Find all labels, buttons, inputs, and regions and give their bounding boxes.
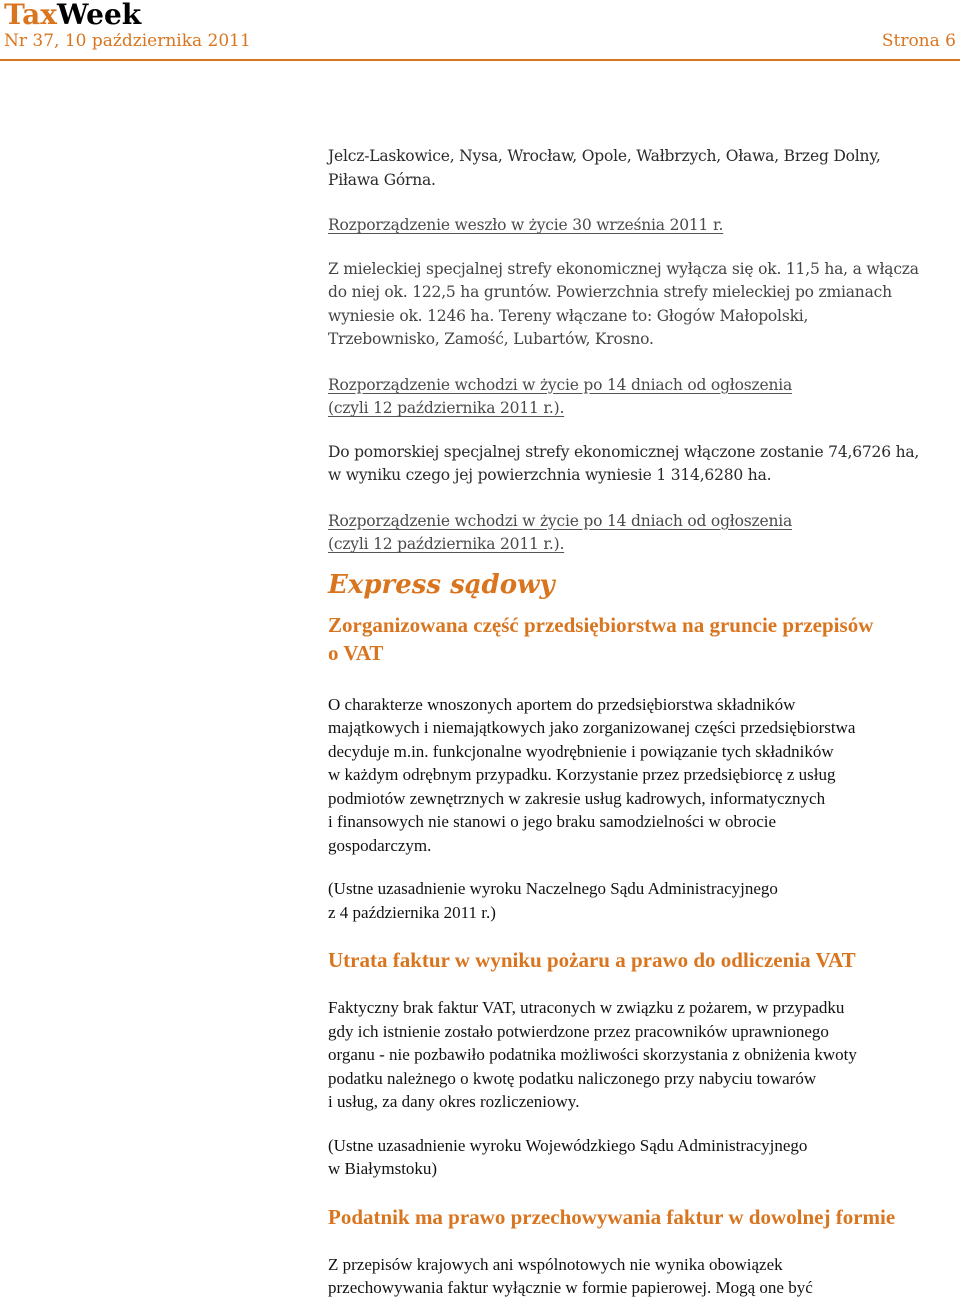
text-line: decyduje m.in. funkcjonalne wyodrębnienie i powiązanie tych składników	[328, 741, 834, 761]
text-line: gospodarczym.	[328, 835, 432, 855]
text-line: w wyniku czego jej powierzchnia wyniesie 1 314,6280 ha.	[328, 466, 772, 484]
text-line: organu - nie pozbawiło podatnika możliwości skorzystania z obniżenia kwoty	[328, 1045, 857, 1064]
citation-nsa	[328, 877, 938, 924]
page-header	[0, 0, 960, 62]
text-line: Z przepisów krajowych ani wspólnotowych nie wynika obowiązek	[328, 1254, 783, 1274]
issue-date: Nr 37, 10 października 2011	[4, 31, 251, 51]
header-rule	[0, 59, 960, 61]
text-line: (Ustne uzasadnienie wyroku Wojewódzkiego Sądu Administracyjnego	[328, 1135, 808, 1155]
text-line: Do pomorskiej specjalnej strefy ekonomicznej włączone zostanie 74,6726 ha,	[328, 442, 920, 461]
subheading-fire: Utrata faktur w wyniku pożaru a prawo do odliczenia VAT	[328, 948, 856, 972]
paragraph-zones-list	[328, 145, 938, 192]
text-line: Jelcz-Laskowice, Nysa, Wrocław, Opole, Wałbrzych, Oława, Brzeg Dolny,	[328, 147, 881, 165]
link-text[interactable]: (czyli 12 października 2011 r.).	[328, 399, 565, 417]
article-body	[328, 145, 938, 1300]
paragraph-zcp	[328, 693, 938, 858]
paragraph-fire	[328, 996, 938, 1114]
text-line: majątkowych i niemajątkowych jako zorganizowanej części przedsiębiorstwa	[328, 718, 856, 737]
section-title-express: Express sądowy	[328, 569, 555, 600]
page-number: Strona 6	[881, 31, 956, 51]
text-line: do niej ok. 122,5 ha gruntów. Powierzchnia strefy mieleckiej po zmianach	[328, 283, 892, 301]
link-text[interactable]: Rozporządzenie weszło w życie 30 września 2011 r.	[328, 216, 724, 234]
paragraph-storage	[328, 1253, 938, 1300]
brand-logo	[4, 0, 141, 33]
text-line: gdy ich istnienie zostało potwierdzone przez pracowników uprawnionego	[328, 1021, 829, 1041]
link-text[interactable]: Rozporządzenie wchodzi w życie po 14 dniach od ogłoszenia	[328, 511, 793, 530]
text-line: Faktyczny brak faktur VAT, utraconych w związku z pożarem, w przypadku	[328, 998, 845, 1017]
text-line: podatku należnego o kwotę podatku naliczonego przy nabyciu towarów	[328, 1068, 817, 1088]
text-line: podmiotów zewnętrznych w zakresie usług kadrowych, informatycznych	[328, 788, 826, 808]
text-line: w każdym odrębnym przypadku. Korzystanie przez przedsiębiorcę z usług	[328, 765, 836, 784]
text-line: i usług, za dany okres rozliczeniowy.	[328, 1092, 580, 1111]
subheading-zcp	[328, 611, 938, 667]
subheading-storage: Podatnik ma prawo przechowywania faktur w dowolnej formie	[328, 1204, 896, 1229]
brand-tax: Tax	[4, 0, 57, 31]
text-line: przechowywania faktur wyłącznie w formie papierowej. Mogą one być	[328, 1278, 813, 1297]
link-text[interactable]: (czyli 12 października 2011 r.).	[328, 535, 565, 553]
subheading-line: Zorganizowana część przedsiębiorstwa na gruncie przepisów	[328, 612, 874, 637]
citation-wsa	[328, 1134, 938, 1181]
regulation-link-3[interactable]	[328, 510, 938, 557]
text-line: Trzebownisko, Zamość, Lubartów, Krosno.	[328, 330, 654, 348]
text-line: O charakterze wnoszonych aportem do przedsiębiorstwa składników	[328, 694, 796, 714]
text-line: i finansowych nie stanowi o jego braku samodzielności w obrocie	[328, 812, 777, 831]
regulation-link-1[interactable]	[328, 214, 938, 238]
text-line: Piława Górna.	[328, 170, 436, 189]
text-line: w Białymstoku)	[328, 1159, 438, 1178]
text-line: Z mieleckiej specjalnej strefy ekonomicznej wyłącza się ok. 11,5 ha, a włącza	[328, 259, 919, 278]
text-line: wyniesie ok. 1246 ha. Tereny włączane to: Głogów Małopolski,	[328, 306, 809, 325]
paragraph-mielec	[328, 258, 938, 352]
link-text[interactable]: Rozporządzenie wchodzi w życie po 14 dniach od ogłoszenia	[328, 375, 793, 394]
regulation-link-2[interactable]	[328, 374, 938, 421]
text-line: (Ustne uzasadnienie wyroku Naczelnego Sądu Administracyjnego	[328, 879, 778, 898]
text-line: z 4 października 2011 r.)	[328, 902, 496, 922]
subheading-line: o VAT	[328, 640, 384, 665]
brand-week: Week	[57, 0, 142, 31]
paragraph-pomorska	[328, 441, 938, 488]
